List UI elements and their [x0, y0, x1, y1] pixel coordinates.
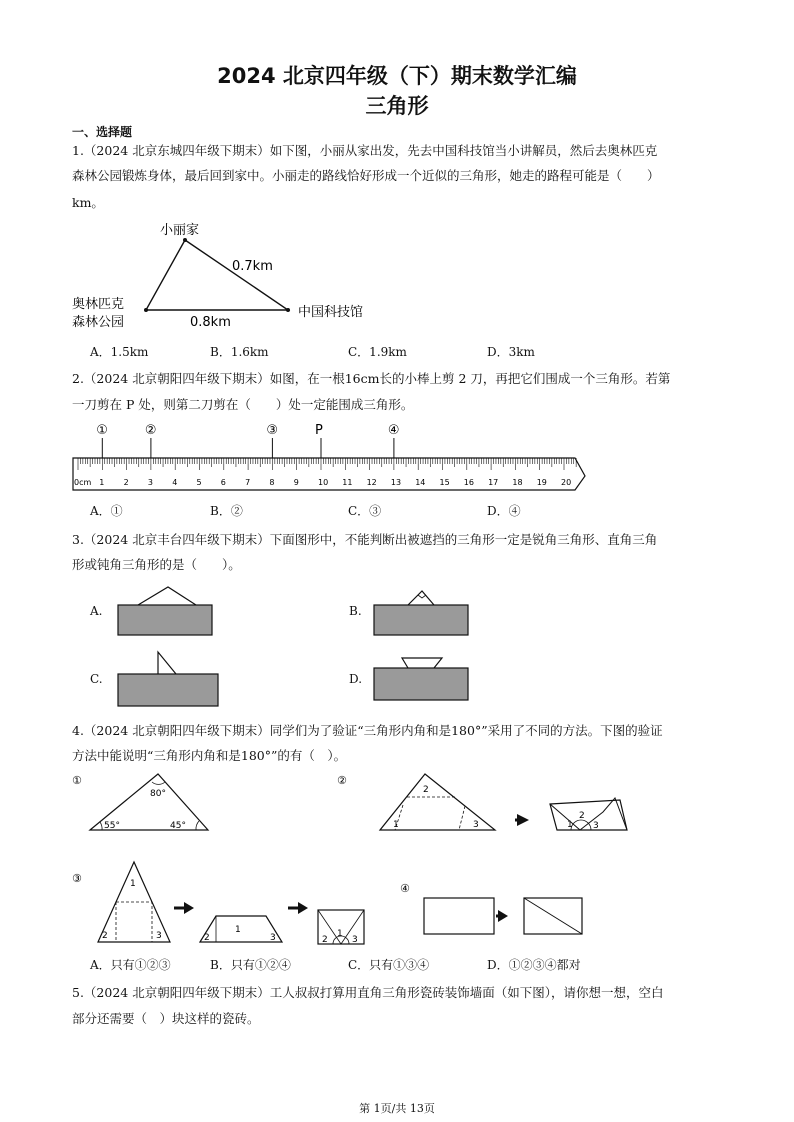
svg-text:3: 3 [352, 935, 358, 945]
page-footer: 第 1页/共 13页 [359, 1102, 435, 1115]
svg-text:1: 1 [337, 929, 343, 939]
q1-line3: km。 [72, 195, 104, 210]
ruler-number: 11 [342, 478, 353, 487]
cut-mark-label: ④ [387, 423, 400, 438]
park-point [144, 308, 148, 312]
ruler-number: 6 [220, 478, 226, 487]
svg-text:1: 1 [393, 820, 399, 830]
svg-text:3: 3 [473, 820, 479, 830]
q1-option-d: D．3km [487, 345, 535, 359]
q3-figure-a [110, 583, 220, 639]
museum-label: 中国科技馆 [298, 305, 364, 320]
q3-line2: 形或钝角三角形的是（ ）。 [72, 557, 241, 572]
q2-option-a: A．① [90, 504, 123, 518]
q1-option-c: C．1.9km [348, 345, 407, 359]
q1-line1: 1.（2024 北京东城四年级下期末）如下图，小丽从家出发，先去中国科技馆当小讲解员，然后去奥林匹克 [72, 143, 658, 158]
ruler-number: 1 [99, 478, 105, 487]
page-subtitle: 三角形 [365, 94, 429, 118]
angle-right-label: 45° [170, 821, 186, 831]
q3-figure-c [110, 648, 225, 710]
q4-method-2 [335, 770, 635, 836]
svg-text:2: 2 [102, 931, 108, 941]
svg-text:③: ③ [72, 872, 82, 885]
q4-method-4 [398, 878, 598, 938]
angle-top-label: 80° [150, 789, 166, 799]
home-label: 小丽家 [160, 223, 200, 238]
svg-text:3: 3 [270, 933, 276, 943]
q4-line1: 4.（2024 北京朝阳四年级下期末）同学们为了验证“三角形内角和是180°”采用了不同的方法。下图的验证 [72, 723, 663, 738]
q2-ruler-figure [70, 418, 590, 494]
q4-option-a: A．只有①②③ [90, 958, 171, 972]
q3-option-c-label: C. [90, 672, 103, 686]
svg-text:2: 2 [423, 785, 429, 795]
cut-marks [96, 423, 399, 458]
cut-mark-label: ③ [266, 423, 279, 438]
q1-route-figure [70, 220, 390, 335]
svg-text:④: ④ [400, 882, 410, 895]
distance-08-label: 0.8km [190, 315, 231, 330]
ruler-number: 5 [196, 478, 202, 487]
q4-method-3 [70, 858, 390, 946]
ruler-number: 12 [366, 478, 377, 487]
q2-option-c: C．③ [348, 504, 382, 518]
distance-07-label: 0.7km [232, 259, 273, 274]
route-triangle [146, 240, 288, 310]
ruler-zero-label: 0cm [74, 478, 92, 487]
ruler-number: 2 [123, 478, 129, 487]
svg-text:1: 1 [235, 925, 241, 935]
ruler-number: 9 [293, 478, 299, 487]
svg-text:3: 3 [593, 821, 599, 831]
ruler-number: 17 [488, 478, 499, 487]
cut-mark-label: P [315, 423, 323, 438]
svg-text:1: 1 [130, 879, 136, 889]
svg-text:2: 2 [579, 811, 585, 821]
q4-option-d: D．①②③④都对 [487, 958, 581, 972]
cut-mark-label: ① [96, 423, 108, 438]
q4-option-c: C．只有①③④ [348, 958, 430, 972]
svg-text:②: ② [337, 774, 347, 787]
ruler-number: 3 [147, 478, 153, 487]
q3-option-d-label: D. [349, 672, 363, 686]
q1-line2: 森林公园锻炼身体，最后回到家中。小丽走的路线恰好形成一个近似的三角形，她走的路程可能是（ ） [72, 168, 660, 183]
q3-figure-b [368, 583, 478, 639]
q3-figure-d [368, 648, 478, 704]
svg-text:①: ① [72, 774, 82, 787]
q2-line1: 2.（2024 北京朝阳四年级下期末）如图，在一根16cm长的小棒上剪 2 刀，再把它们围成一个三角形。若第 [72, 371, 671, 386]
ruler-number: 15 [439, 478, 450, 487]
park-label-line1: 奥林匹克 [72, 297, 125, 312]
q4-option-b: B．只有①②④ [210, 958, 291, 972]
angle-left-label: 55° [104, 821, 120, 831]
home-point [183, 238, 187, 242]
q2-option-d: D．④ [487, 504, 521, 518]
q5-line1: 5.（2024 北京朝阳四年级下期末）工人叔叔打算用直角三角形瓷砖装饰墙面（如下图），请你想一想，空白 [72, 985, 664, 1000]
q3-option-a-label: A. [90, 604, 103, 618]
q1-option-a: A．1.5km [90, 345, 149, 359]
q1-option-b: B．1.6km [210, 345, 269, 359]
q4-line2: 方法中能说明“三角形内角和是180°”的有（ ）。 [72, 748, 347, 763]
park-label-line2: 森林公园 [72, 315, 125, 330]
museum-point [286, 308, 290, 312]
q2-option-b: B．② [210, 504, 243, 518]
ruler-number: 18 [512, 478, 523, 487]
q5-line2: 部分还需要（ ）块这样的瓷砖。 [72, 1011, 260, 1026]
ruler-number: 7 [245, 478, 251, 487]
section-heading: 一、选择题 [72, 125, 133, 139]
ruler-number: 4 [172, 478, 178, 487]
q2-line2: 一刀剪在 P 处，则第二刀剪在（ ）处一定能围成三角形。 [72, 397, 414, 412]
svg-text:3: 3 [156, 931, 162, 941]
ruler-number: 8 [269, 478, 275, 487]
ruler-number: 14 [415, 478, 426, 487]
ruler-number: 16 [463, 478, 474, 487]
svg-text:1: 1 [567, 820, 573, 830]
svg-text:2: 2 [204, 933, 210, 943]
ruler-number: 13 [390, 478, 402, 487]
ruler-number: 20 [561, 478, 572, 487]
ruler-number: 19 [536, 478, 547, 487]
svg-text:2: 2 [322, 935, 328, 945]
q3-line1: 3.（2024 北京丰台四年级下期末）下面图形中，不能判断出被遮挡的三角形一定是锐角三角形、直角三角 [72, 532, 658, 547]
cut-mark-label: ② [144, 423, 157, 438]
page-title: 2024 北京四年级（下）期末数学汇编 [217, 64, 577, 88]
ruler-number: 10 [318, 478, 329, 487]
q3-option-b-label: B. [349, 604, 362, 618]
q4-method-1 [70, 770, 220, 836]
